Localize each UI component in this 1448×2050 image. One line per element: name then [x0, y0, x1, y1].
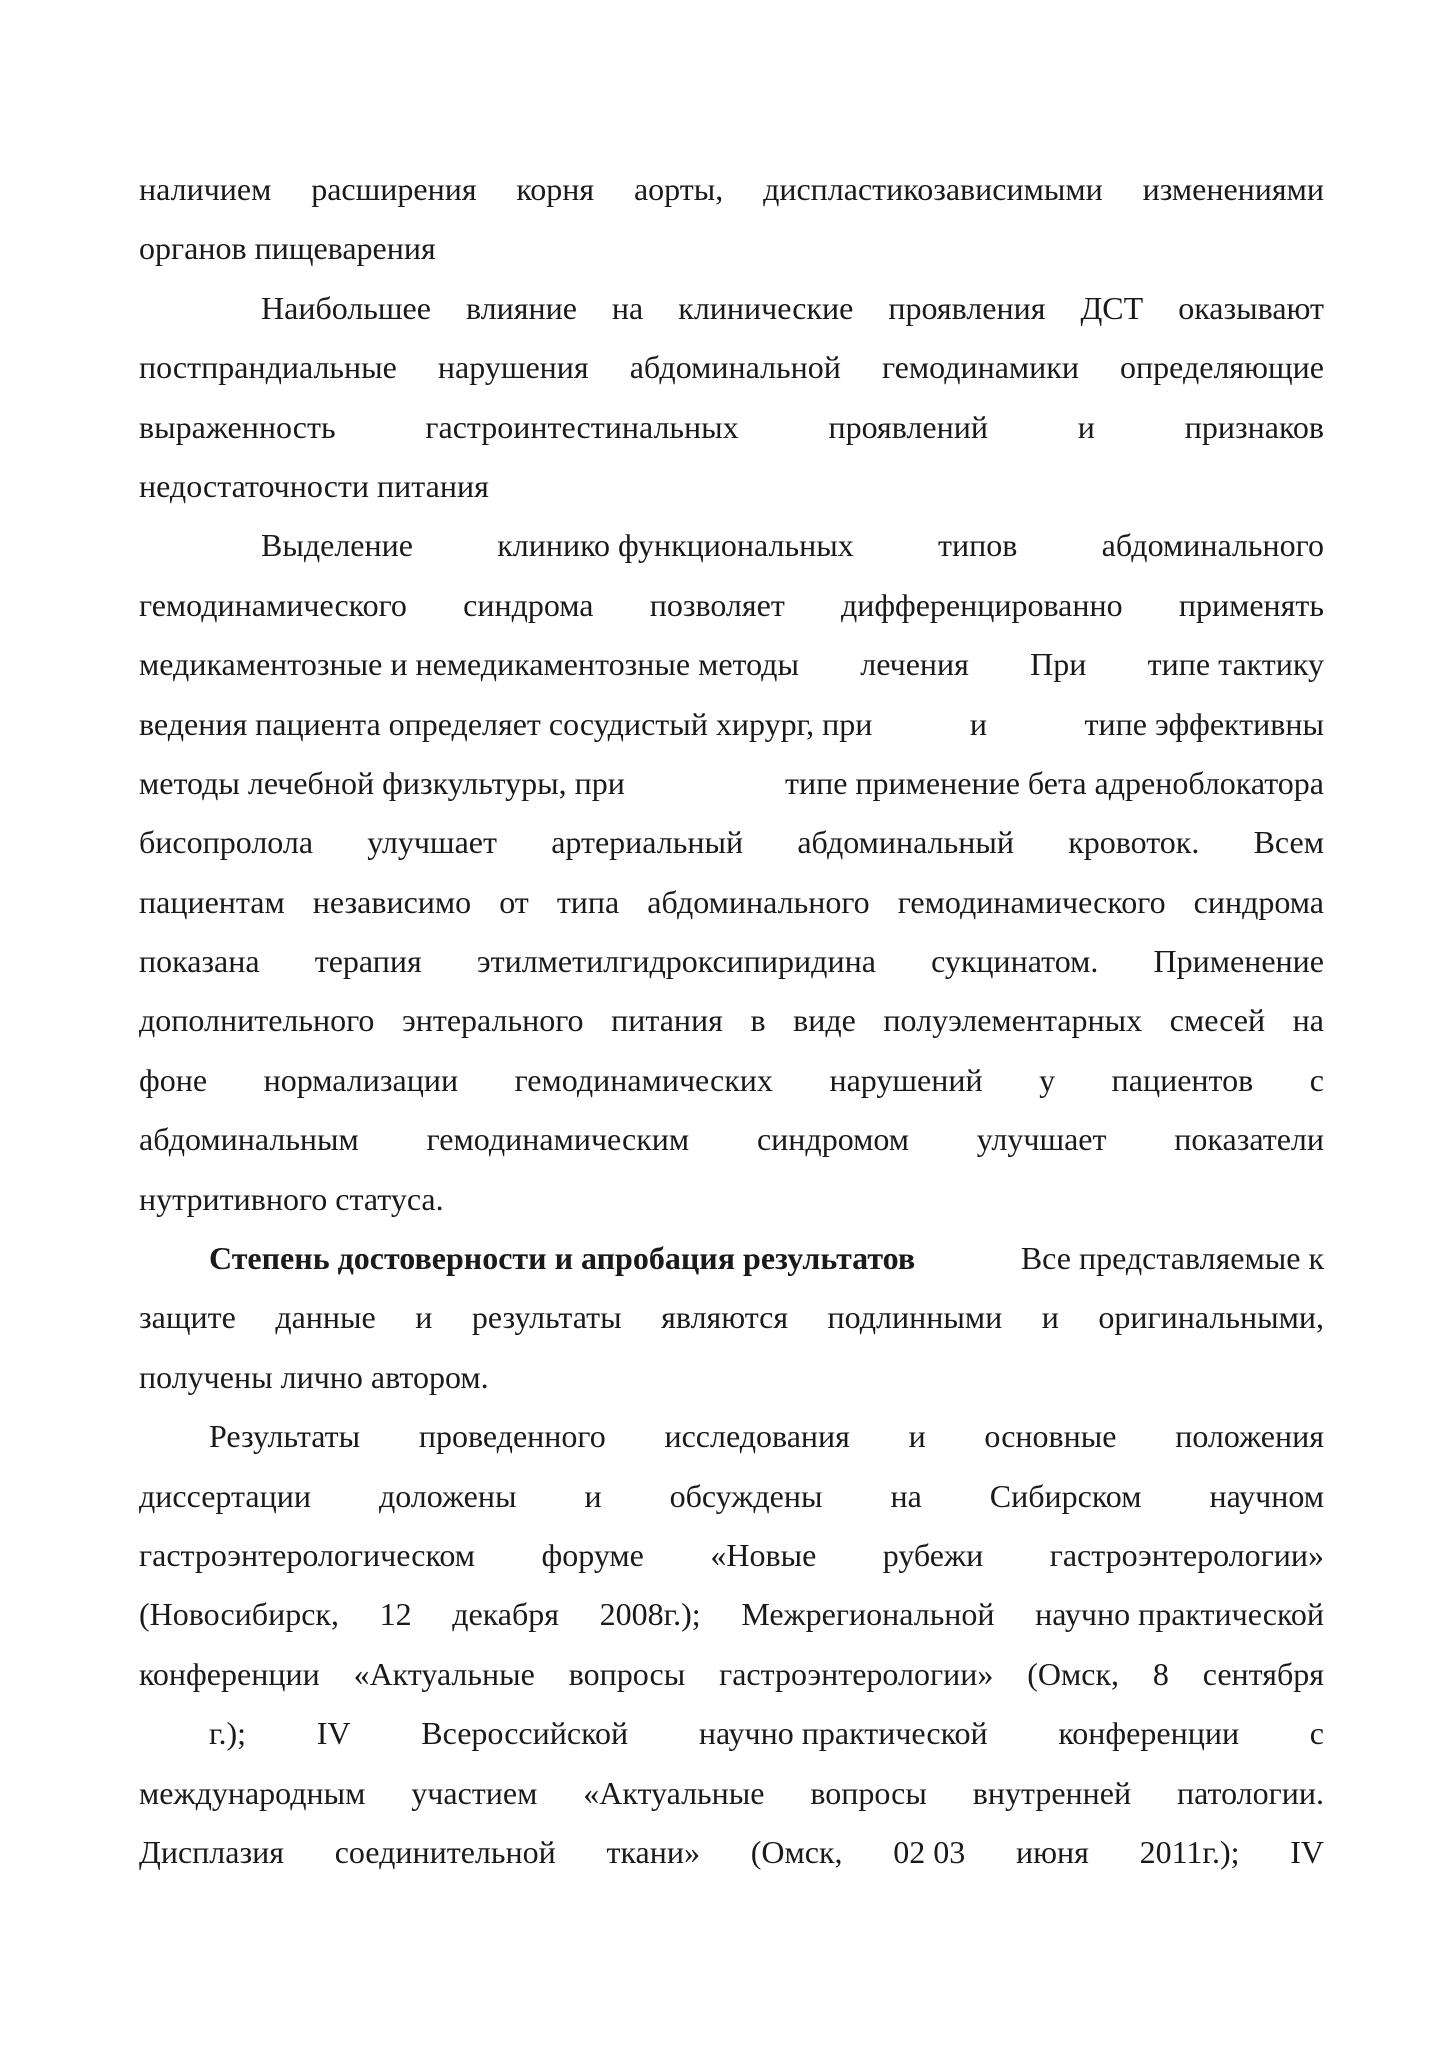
text-word: ведения пациента определяет сосудистый хирург, при	[139, 705, 873, 742]
text-line	[139, 516, 1324, 575]
text-line	[139, 873, 1324, 932]
text-word: органов пищеварения	[139, 230, 436, 267]
text-word: синдромом	[756, 1121, 909, 1158]
text-word: проявления	[888, 289, 1046, 326]
text-word: «Актуальные	[353, 1655, 535, 1692]
text-word: от	[499, 883, 529, 920]
text-word: гемодинамического	[139, 586, 407, 623]
text-word: гастроинтестинальных	[425, 408, 739, 445]
text-word: постпрандиальные	[139, 349, 397, 386]
text-line	[139, 1407, 1324, 1466]
text-word: внутренней	[972, 1774, 1132, 1811]
text-word: научно практической	[1035, 1596, 1324, 1633]
text-word: синдрома	[1193, 883, 1324, 920]
text-word: типе эффективны	[1084, 705, 1324, 742]
text-word: этилметилгидроксипиридина	[476, 943, 876, 980]
text-word: и	[584, 1477, 602, 1514]
text-word: июня	[1015, 1833, 1089, 1870]
text-word: Применение	[1153, 943, 1324, 980]
text-word: аорты,	[633, 171, 724, 207]
text-word: дифференцированно	[841, 586, 1123, 623]
text-line	[139, 695, 1324, 754]
text-word: патологии.	[1177, 1774, 1324, 1811]
text-word: получены лично автором.	[139, 1358, 489, 1395]
text-word: диспластикозависимыми	[763, 171, 1103, 207]
text-word: доложены	[378, 1477, 517, 1514]
text-word: абдоминального	[647, 883, 870, 920]
text-word: рубежи	[882, 1536, 984, 1573]
text-word: исследования	[664, 1418, 850, 1455]
text-word: методы лечебной физкультуры, при	[139, 764, 625, 801]
text-word: гемодинамического	[897, 883, 1166, 920]
text-word: в	[750, 1002, 766, 1039]
text-word: (Новосибирск,	[139, 1596, 339, 1633]
text-word: независимо	[312, 883, 472, 920]
text-word: фоне	[139, 1061, 208, 1098]
text-word: абдоминальным	[139, 1121, 359, 1158]
text-word: нарушений	[829, 1061, 983, 1098]
text-word: данные	[275, 1299, 376, 1336]
text-word: г.);	[209, 1715, 247, 1752]
text-word: терапия	[314, 943, 422, 980]
text-word: типов	[937, 527, 1018, 564]
text-word: клинические	[678, 289, 854, 326]
text-word: нормализации	[263, 1061, 459, 1098]
text-line	[139, 398, 1324, 457]
text-word: проведенного	[418, 1418, 606, 1455]
text-word: 2011г.);	[1139, 1833, 1240, 1870]
text-line	[139, 991, 1324, 1050]
text-line	[139, 1288, 1324, 1347]
text-word: Результаты	[209, 1418, 361, 1455]
text-word: «Актуальные	[583, 1774, 765, 1811]
text-word: улучшает	[976, 1121, 1107, 1158]
text-line	[139, 635, 1324, 694]
text-word: энтерального	[401, 1002, 584, 1039]
text-line	[139, 279, 1324, 338]
text-word: Все представляемые к	[1020, 1240, 1324, 1277]
text-word: нарушения	[437, 349, 589, 386]
text-word: научном	[1209, 1477, 1324, 1514]
text-word: 02 03	[893, 1833, 966, 1870]
text-word: выраженность	[139, 408, 336, 445]
text-line	[139, 219, 1324, 278]
text-word: на	[1292, 1002, 1324, 1039]
text-word: типе применение бета адреноблокатора	[784, 764, 1324, 801]
text-word: вопросы	[810, 1774, 927, 1811]
text-word: и	[908, 1418, 926, 1455]
text-word: с	[1309, 1061, 1324, 1098]
text-word: гемодинамических	[514, 1061, 773, 1098]
text-line	[139, 1051, 1324, 1110]
text-line	[139, 1764, 1324, 1823]
text-line	[139, 932, 1324, 991]
text-word: типе тактику	[1147, 646, 1324, 683]
text-word: IV	[316, 1715, 351, 1752]
text-word: соединительной	[334, 1833, 556, 1870]
text-word: (Омск,	[1027, 1655, 1119, 1692]
text-word: научно практической	[698, 1715, 988, 1752]
text-word: 8	[1152, 1655, 1169, 1692]
text-word: дополнительного	[139, 1002, 375, 1039]
text-word: признаков	[1184, 408, 1324, 445]
text-word: медикаментозные и немедикаментозные методы	[139, 646, 799, 683]
text-word: определяющие	[1120, 349, 1324, 386]
text-word: абдоминальной	[629, 349, 841, 386]
text-word: При	[1030, 646, 1087, 683]
text-word: международным	[139, 1774, 366, 1811]
text-word: Выделение	[261, 527, 413, 564]
text-word: Сибирском	[989, 1477, 1142, 1514]
text-word: ткани»	[606, 1833, 700, 1870]
text-word: защите	[139, 1299, 236, 1336]
text-line	[139, 1170, 1324, 1229]
text-word: гемодинамики	[881, 349, 1079, 386]
text-word: у	[1039, 1061, 1056, 1098]
text-word: диссертации	[139, 1477, 311, 1514]
text-word: и	[1041, 1299, 1059, 1336]
text-word: и	[969, 705, 988, 742]
text-word: и	[1077, 408, 1095, 445]
text-word: Всероссийской	[421, 1715, 629, 1752]
text-line	[139, 457, 1324, 516]
text-line	[139, 1645, 1324, 1704]
section-heading: Степень достоверности и апробация результатов	[209, 1240, 916, 1277]
text-word: показатели	[1174, 1121, 1324, 1158]
text-word: конференции	[139, 1655, 320, 1692]
text-word: клинико функциональных	[497, 527, 854, 564]
text-line	[139, 1526, 1324, 1585]
text-line	[139, 1823, 1324, 1882]
text-word: расширения	[311, 171, 477, 207]
text-word: положения	[1175, 1418, 1324, 1455]
text-word: Межрегиональной	[741, 1596, 995, 1633]
text-word: IV	[1290, 1833, 1324, 1870]
text-word: сентября	[1202, 1655, 1324, 1692]
text-word: наличием	[139, 171, 272, 207]
text-word: лечения	[860, 646, 969, 683]
text-word: гастроэнтерологическом	[139, 1536, 475, 1573]
text-word: нутритивного статуса.	[139, 1180, 444, 1217]
text-word: являются	[661, 1299, 789, 1336]
text-word: подлинными	[827, 1299, 1003, 1336]
text-word: 12	[379, 1596, 412, 1633]
text-word: конференции	[1058, 1715, 1240, 1752]
text-word: форуме	[541, 1536, 644, 1573]
text-word: «Новые	[710, 1536, 817, 1573]
text-word: и	[415, 1299, 433, 1336]
text-word: корня	[516, 171, 595, 207]
text-word: абдоминальный	[797, 824, 1014, 861]
text-word: декабря	[452, 1596, 559, 1633]
text-word: оказывают	[1178, 289, 1324, 326]
text-word: влияние	[465, 289, 577, 326]
text-word: проявлений	[828, 408, 988, 445]
text-line	[139, 1229, 1324, 1288]
text-word: улучшает	[367, 824, 497, 861]
text-word: Наибольшее	[261, 289, 431, 326]
text-word: на	[611, 289, 644, 326]
text-word: 2008г.);	[599, 1596, 701, 1633]
text-word: (Омск,	[750, 1833, 843, 1870]
text-word: Дисплазия	[139, 1833, 284, 1870]
text-word: на	[890, 1477, 922, 1514]
text-line	[139, 1348, 1324, 1407]
text-word: синдрома	[463, 586, 594, 623]
text-word: вопросы	[568, 1655, 686, 1692]
text-word: типа	[556, 883, 620, 920]
text-word: оригинальными,	[1098, 1299, 1324, 1336]
text-line	[139, 160, 1324, 219]
text-word: результаты	[471, 1299, 622, 1336]
text-word: гастроэнтерологии»	[1049, 1536, 1324, 1573]
text-line	[139, 1585, 1324, 1644]
text-word: полуэлементарных	[883, 1002, 1143, 1039]
text-line	[139, 576, 1324, 635]
text-word: бисопролола	[139, 824, 314, 861]
text-word: смесей	[1169, 1002, 1266, 1039]
text-word: пациентов	[1111, 1061, 1254, 1098]
text-word: основные	[984, 1418, 1117, 1455]
text-word: применять	[1178, 586, 1324, 623]
text-line	[139, 1467, 1324, 1526]
text-word: недостаточности питания	[139, 467, 489, 504]
text-word: показана	[139, 943, 260, 980]
text-word: артериальный	[551, 824, 744, 861]
text-word: сукцинатом.	[931, 943, 1099, 980]
text-word: кровоток.	[1068, 824, 1200, 861]
text-word: изменениями	[1142, 171, 1324, 207]
text-word: Всем	[1253, 824, 1324, 861]
text-line	[139, 1704, 1324, 1763]
text-word: с	[1309, 1715, 1324, 1752]
text-line	[139, 338, 1324, 397]
text-word: гемодинамическим	[426, 1121, 690, 1158]
text-word: ДСТ	[1080, 289, 1144, 326]
text-line	[139, 1110, 1324, 1169]
text-word: питания	[611, 1002, 723, 1039]
text-word: участием	[411, 1774, 538, 1811]
text-line	[139, 754, 1324, 813]
text-word: пациентам	[139, 883, 285, 920]
text-line	[139, 813, 1324, 872]
text-word: виде	[793, 1002, 856, 1039]
text-word: абдоминального	[1101, 527, 1324, 564]
document-body	[139, 160, 1324, 1882]
text-word: позволяет	[649, 586, 785, 623]
text-word: гастроэнтерологии»	[719, 1655, 994, 1692]
text-word: обсуждены	[669, 1477, 823, 1514]
